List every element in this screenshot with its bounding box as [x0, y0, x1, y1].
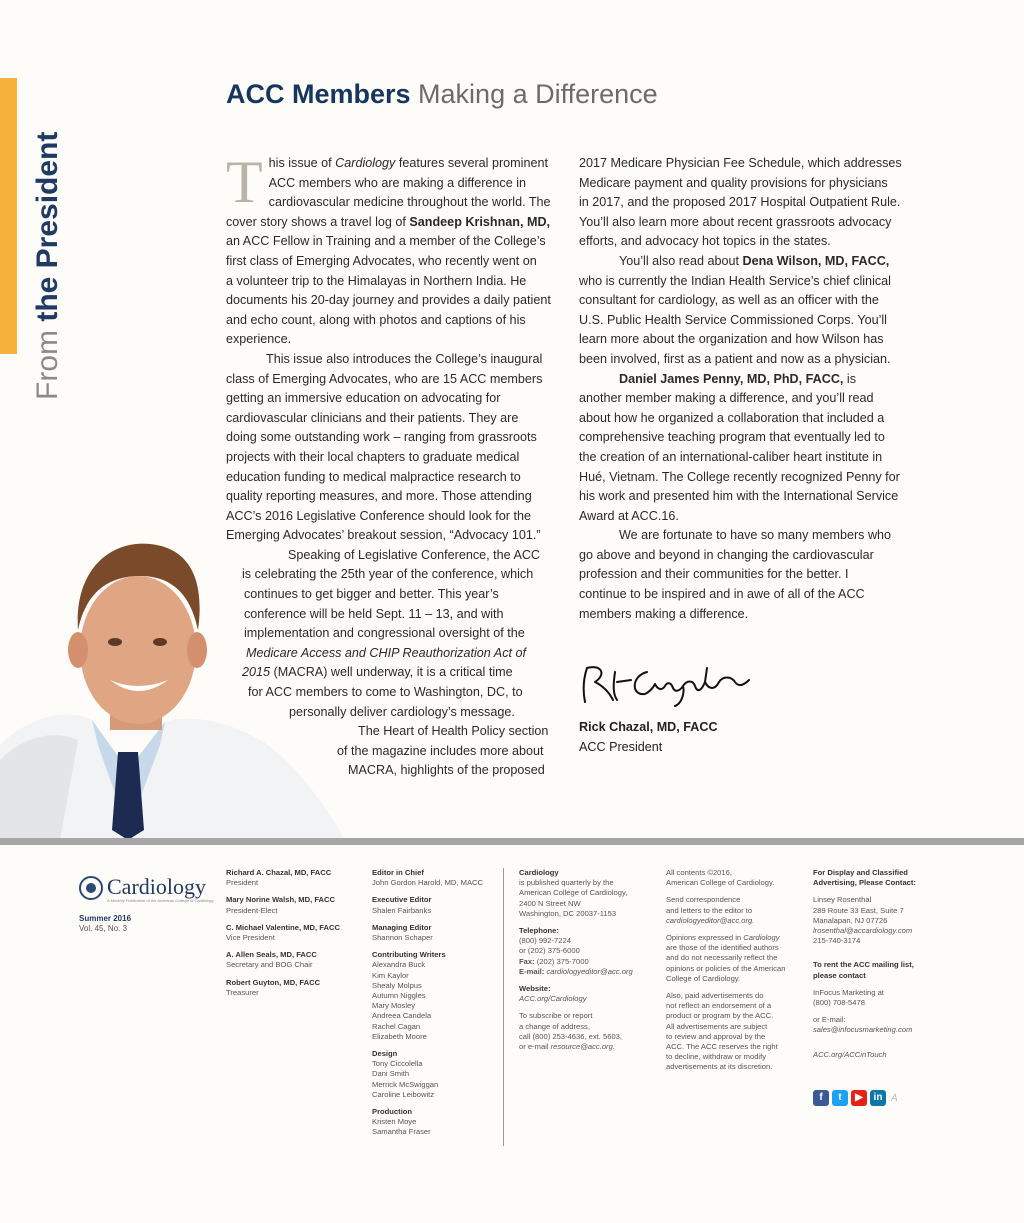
footer-text: a change of address,: [519, 1021, 590, 1031]
text-line: continues to get bigger and better. This year’s: [244, 587, 499, 602]
text-line: cardiovascular medicine throughout the world. The: [268, 195, 551, 210]
footer-text: Advertising, Please Contact:: [813, 878, 916, 888]
signature-image: [579, 658, 769, 708]
acc-seal-icon: [79, 876, 103, 900]
text-line: Hué, Vietnam. The College recently recognized Penny for: [579, 469, 900, 484]
footer-text: please contact: [813, 970, 866, 980]
paragraph-4: [579, 154, 911, 252]
footer-text: American College of Cardiology.: [666, 878, 775, 888]
staff-title: Design: [372, 1049, 398, 1059]
footer-text: and do not necessarily reflect the: [666, 953, 778, 963]
signature-name: Rick Chazal, MD, FACC: [579, 720, 718, 734]
social-url: ACC.org/ACCinTouch: [813, 1049, 887, 1059]
text-line: another member making a difference, and you’ll read: [579, 391, 874, 406]
staff-name: Shalen Fairbanks: [372, 905, 432, 915]
footer-text: To rent the ACC mailing list,: [813, 960, 914, 970]
footer-text: Telephone:: [519, 926, 559, 936]
text-line: We are fortunate to have so many members who: [619, 528, 892, 543]
officer-name: A. Allen Seals, MD, FACC: [226, 950, 317, 960]
publisher-info: [519, 868, 659, 1052]
paragraph-5: [579, 252, 911, 370]
text-line: U.S. Public Health Service Commissioned Corps. You’ll: [579, 312, 887, 327]
footer-text: InFocus Marketing at: [813, 987, 884, 997]
footer-text: not reflect an endorsement of a: [666, 1001, 772, 1011]
linkedin-icon[interactable]: in: [870, 1090, 886, 1106]
officer-name: Richard A. Chazal, MD, FACC: [226, 868, 332, 877]
staff-name: Tony Ciccolella: [372, 1059, 423, 1069]
text-line: his issue of Cardiology features several prominent: [268, 156, 548, 170]
footer-text: (800) 992-7224: [519, 936, 571, 946]
text-line: his work and presented him with the International Service: [579, 489, 899, 504]
staff-name: Mary Mosley: [372, 1001, 416, 1011]
logo-wordmark: Cardiology: [107, 874, 206, 899]
footer-text: Manalapan, NJ 07726: [813, 915, 888, 925]
text-line: getting an immersive education on advocating for: [226, 391, 501, 406]
footer-text: Send correspondence: [666, 895, 741, 905]
text-line: an ACC Fellow in Training and a member of the College’s: [226, 234, 546, 249]
officer-name: Mary Norine Walsh, MD, FACC: [226, 895, 335, 905]
social-more: A: [891, 1092, 898, 1104]
text-line: in 2017, and the proposed 2017 Hospital Outpatient Rule.: [579, 195, 901, 210]
footer-column-divider: [503, 868, 504, 1146]
staff-title: Editor in Chief: [372, 868, 424, 877]
text-line: ACC members who are making a difference in: [268, 175, 527, 190]
text-line: Medicare payment and quality provisions for physicians: [579, 175, 888, 190]
officer-role: President: [226, 878, 259, 888]
social-icons: [813, 1090, 898, 1106]
text-line: personally deliver cardiology’s message.: [289, 704, 515, 719]
text-line: Award at ACC.16.: [579, 508, 679, 523]
footer-text: ACC. The ACC reserves the right: [666, 1042, 778, 1052]
text-line: continue to be inspired and in awe of all of the ACC: [579, 587, 865, 602]
officer-role: President-Elect: [226, 905, 278, 915]
officer-role: Secretary and BOG Chair: [226, 960, 313, 970]
staff-name: Merrick McSwiggan: [372, 1079, 439, 1089]
staff-title: Production: [372, 1107, 413, 1117]
text-line: documents his 20-day journey and provides a daily patient: [226, 293, 551, 308]
staff-name: Alexandra Buck: [372, 960, 426, 970]
text-line: members making a difference.: [579, 606, 749, 621]
article-column-2: [579, 154, 911, 624]
footer-text: Website:: [519, 984, 551, 994]
issue-info: Summer 2016 Vol. 45, No. 3: [79, 914, 132, 933]
text-line: the creation of an international-caliber heart institute in: [579, 449, 883, 464]
staff-list: [372, 868, 502, 1138]
text-line: cardiovascular clinicians and their patients. They are: [226, 410, 519, 425]
intro-lines: [226, 149, 556, 215]
text-line: You’ll also learn more about recent grassroots advocacy: [579, 214, 892, 229]
officer-role: Vice President: [226, 933, 275, 943]
text-line: The Heart of Health Policy section: [358, 724, 549, 739]
staff-name: Shannon Schaper: [372, 933, 433, 943]
footer-text: Fax: (202) 375-7000: [519, 956, 589, 966]
text-line: first class of Emerging Advocates, who recently went on: [226, 253, 537, 268]
text-line: who is currently the Indian Health Service’s chief clinical: [579, 273, 891, 288]
text-line: Daniel James Penny, MD, PhD, FACC, is: [619, 371, 857, 386]
text-line: projects with their local chapters to graduate medical: [226, 449, 520, 464]
text-line: cover story shows a travel log of Sandeep Krishnan, MD,: [226, 214, 551, 229]
footer-divider: [0, 838, 1024, 845]
staff-name: Kristen Moye: [372, 1117, 417, 1127]
footer-text: is published quarterly by the: [519, 878, 614, 888]
advertising-info: [813, 868, 953, 1060]
footer-text: 215-740-3174: [813, 936, 861, 946]
text-line: consultant for cardiology, as well as an officer with the: [579, 293, 879, 308]
staff-name: Autumn Niggles: [372, 991, 426, 1001]
staff-name: Dani Smith: [372, 1069, 410, 1079]
paragraph-6: [579, 370, 911, 527]
legal-info: [666, 868, 806, 1073]
facebook-icon[interactable]: f: [813, 1090, 829, 1106]
footer-text: call (800) 253-4636, ext. 5603,: [519, 1031, 623, 1041]
footer-text: sales@infocusmarketing.com: [813, 1025, 913, 1035]
footer-text: opinions or policies of the American: [666, 963, 786, 973]
staff-name: Samantha Fraser: [372, 1127, 431, 1137]
footer-text: Linsey Rosenthal: [813, 895, 872, 905]
text-line: about how he organized a collaboration that included a: [579, 410, 885, 425]
twitter-icon[interactable]: t: [832, 1090, 848, 1106]
staff-title: Executive Editor: [372, 895, 432, 905]
staff-name: Kim Kaylor: [372, 970, 409, 980]
staff-name: Andreea Candela: [372, 1011, 432, 1021]
text-line: You’ll also read about Dena Wilson, MD, FACC,: [619, 253, 890, 268]
footer-text: 2400 N Street NW: [519, 898, 581, 908]
text-line: MACRA, highlights of the proposed: [348, 763, 545, 778]
president-portrait: [0, 530, 345, 840]
footer-text: To subscribe or report: [519, 1011, 593, 1021]
footer-text: to decline, withdraw or modify: [666, 1052, 767, 1062]
footer-text: American College of Cardiology,: [519, 888, 628, 898]
text-line: comprehensive teaching program that eventually led to: [579, 430, 885, 445]
staff-title: Contributing Writers: [372, 950, 446, 960]
staff-name: Shealy Molpus: [372, 980, 422, 990]
drop-cap: T: [226, 149, 263, 215]
text-line: conference will be held Sept. 11 – 13, and with: [244, 606, 504, 621]
footer-text: ACC.org/Cardiology: [519, 994, 587, 1004]
officer-name: Robert Guyton, MD, FACC: [226, 977, 321, 987]
text-line: of the magazine includes more about: [337, 743, 544, 758]
footer-text: advertisements at its discretion.: [666, 1062, 773, 1072]
cardiology-logo: [79, 874, 214, 906]
text-line: for ACC members to come to Washington, DC, to: [248, 685, 523, 700]
footer-text: or (202) 375-6000: [519, 946, 580, 956]
text-line: Emerging Advocates’ breakout session, “Advocacy 101.”: [226, 528, 541, 543]
footer-text: College of Cardiology.: [666, 973, 741, 983]
text-line: experience.: [226, 332, 292, 347]
footer-text: or E-mail:: [813, 1015, 846, 1025]
footer-text: are those of the identified authors: [666, 943, 779, 953]
text-line: quality reporting measures, and more. Those attending: [226, 489, 532, 504]
staff-name: Elizabeth Moore: [372, 1031, 427, 1041]
publisher-title: Cardiology: [519, 868, 559, 877]
footer-text: Washington, DC 20037-1153: [519, 908, 617, 918]
footer-text: Opinions expressed in Cardiology: [666, 933, 780, 943]
officers-list: [226, 868, 366, 998]
headline: ACC Members Making a Difference: [226, 79, 658, 109]
footer-text: All contents ©2016,: [666, 868, 732, 877]
footer-text: cardiologyeditor@acc.org.: [666, 915, 755, 925]
paragraph-7: [579, 526, 911, 624]
section-title: From the President: [31, 131, 64, 400]
text-line: is celebrating the 25th year of the conference, which: [242, 567, 534, 582]
text-line: efforts, and advocacy hot topics in the states.: [579, 234, 831, 249]
text-line: and echo count, along with photos and captions of his: [226, 312, 526, 327]
text-line: education funding to medical malpractice research to: [226, 469, 521, 484]
footer-text: product or program by the ACC.: [666, 1011, 774, 1021]
text-line: a volunteer trip to the Himalayas in Northern India. He: [226, 273, 527, 288]
footer-text: (800) 708-5478: [813, 998, 865, 1008]
text-line: Speaking of Legislative Conference, the ACC: [288, 547, 541, 562]
officer-role: Treasurer: [226, 987, 259, 997]
text-line: doing some outstanding work – ranging from grassroots: [226, 430, 537, 445]
officer-name: C. Michael Valentine, MD, FACC: [226, 922, 340, 932]
footer-text: lrosenthal@accardiology.com: [813, 926, 913, 936]
text-line: learn more about the organization and how Wilson has: [579, 332, 884, 347]
text-line: go above and beyond in changing the cardiovascular: [579, 547, 874, 562]
text-line: been involved, first as a patient and now as a physician.: [579, 351, 891, 366]
paragraph-2: [226, 350, 556, 546]
signature-title: ACC President: [579, 740, 663, 754]
footer-text: E-mail: cardiologyeditor@acc.org: [519, 966, 633, 976]
text-line: This issue also introduces the College’s inaugural: [266, 351, 543, 366]
footer-text: or e-mail resource@acc.org.: [519, 1042, 615, 1052]
footer-text: All advertisements are subject: [666, 1021, 768, 1031]
footer-text: and letters to the editor to: [666, 905, 753, 915]
staff-name: John Gordon Harold, MD, MACC: [372, 878, 483, 888]
text-line: profession and their communities for the better. I: [579, 567, 849, 582]
staff-name: Caroline Leibowitz: [372, 1089, 435, 1099]
text-line: ACC’s 2016 Legislative Conference should look for the: [226, 508, 531, 523]
paragraph-1: [226, 213, 556, 350]
footer-text: Also, paid advertisements do: [666, 991, 764, 1001]
footer-text: 289 Route 33 East, Suite 7: [813, 905, 904, 915]
logo-tagline: A Monthly Publication of the American College of Cardiology: [107, 898, 214, 903]
staff-title: Managing Editor: [372, 922, 432, 932]
text-line: implementation and congressional oversight of the: [244, 626, 525, 641]
footer-text: to review and approval by the: [666, 1031, 766, 1041]
text-line: Medicare Access and CHIP Reauthorization Act of: [246, 645, 526, 660]
footer-text: For Display and Classified: [813, 868, 908, 877]
text-line: 2017 Medicare Physician Fee Schedule, which addresses: [579, 156, 902, 170]
staff-name: Rachel Cagan: [372, 1021, 421, 1031]
youtube-icon[interactable]: ▶: [851, 1090, 867, 1106]
text-line: 2015 (MACRA) well underway, it is a critical time: [242, 665, 513, 680]
text-line: class of Emerging Advocates, who are 15 ACC members: [226, 371, 543, 386]
sidebar-accent-bar: [0, 78, 17, 354]
